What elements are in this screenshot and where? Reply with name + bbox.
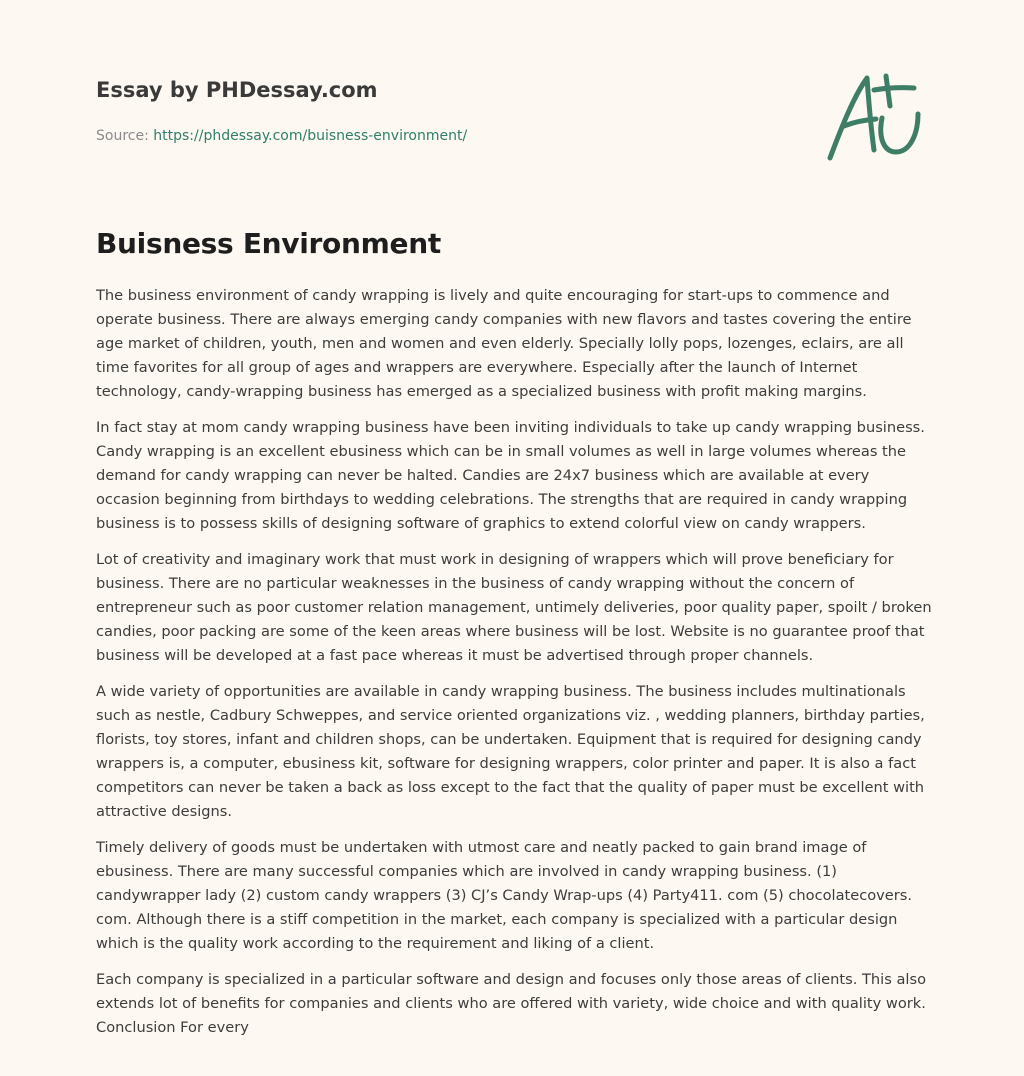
essay-paragraph: In fact stay at mom candy wrapping business have been inviting individuals to take up candy wrapping business. Candy wrapping is an excellent ebusiness which can be in small volumes as well in large volumes whereas the demand for candy wrapping can never be halted. Candies are 24x7 business which are available at every occasion beginning from birthdays to wedding celebrations. The strengths that are required in candy wrapping business is to possess skills of designing software of graphics to extend colorful view on candy wrappers. (96, 419, 925, 532)
essay-title: Buisness Environment (96, 227, 441, 260)
site-name: Essay by PHDessay.com (96, 78, 378, 102)
essay-paragraph: The business environment of candy wrapping is lively and quite encouraging for start-ups to commence and operate business. There are always emerging candy companies with new flavors and tastes covering the entire age market of children, youth, men and women and even elderly. Specially lolly pops, lozenges, eclairs, are all time favorites for all group of ages and wrappers are everywhere. Especially after the launch of Internet technology, candy-wrapping business has emerged as a specialized business with profit making margins. (96, 287, 912, 400)
essay-paragraph: A wide variety of opportunities are available in candy wrapping business. The business includes multinationals such as nestle, Cadbury Schweppes, and service oriented organizations viz. , wedding planners, birthday parties, florists, toy stores, infant and children shops, can be undertaken. Equipment that is required for designing candy wrappers is, a computer, ebusiness kit, software for designing wrappers, color printer and paper. It is also a fact competitors can never be taken a back as loss except to the fact that the quality of paper must be excellent with attractive designs. (96, 683, 925, 820)
source-line (96, 126, 796, 146)
source-label: Source: (96, 128, 154, 144)
essay-body (96, 284, 936, 1052)
source-link[interactable]: https://phdessay.com/buisness-environment/ (153, 128, 468, 144)
essay-paragraph: Each company is specialized in a particular software and design and focuses only those areas of clients. This also extends lot of benefits for companies and clients who are offered with variety, wide choice and with quality work. Conclusion For every (96, 971, 926, 1036)
essay-paragraph: Timely delivery of goods must be undertaken with utmost care and neatly packed to gain brand image of ebusiness. There are many successful companies which are involved in candy wrapping business. (1) candywrapper lady (2) custom candy wrappers (3) CJ’s Candy Wrap-ups (4) Party411. com (5) chocolatecovers. com. Although there is a stiff competition in the market, each company is specialized with a particular design which is the quality work according to the requirement and liking of a client. (96, 839, 913, 952)
page-header (96, 76, 796, 146)
essay-paragraph: Lot of creativity and imaginary work that must work in designing of wrappers which will prove beneficiary for business. There are no particular weaknesses in the business of candy wrapping without the concern of entrepreneur such as poor customer relation management, untimely deliveries, poor quality paper, spoilt / broken candies, poor packing are some of the keen areas where business will be lost. Website is no guarantee proof that business will be developed at a fast pace whereas it must be advertised through proper channels. (96, 551, 932, 664)
a-plus-logo-icon (822, 66, 932, 166)
